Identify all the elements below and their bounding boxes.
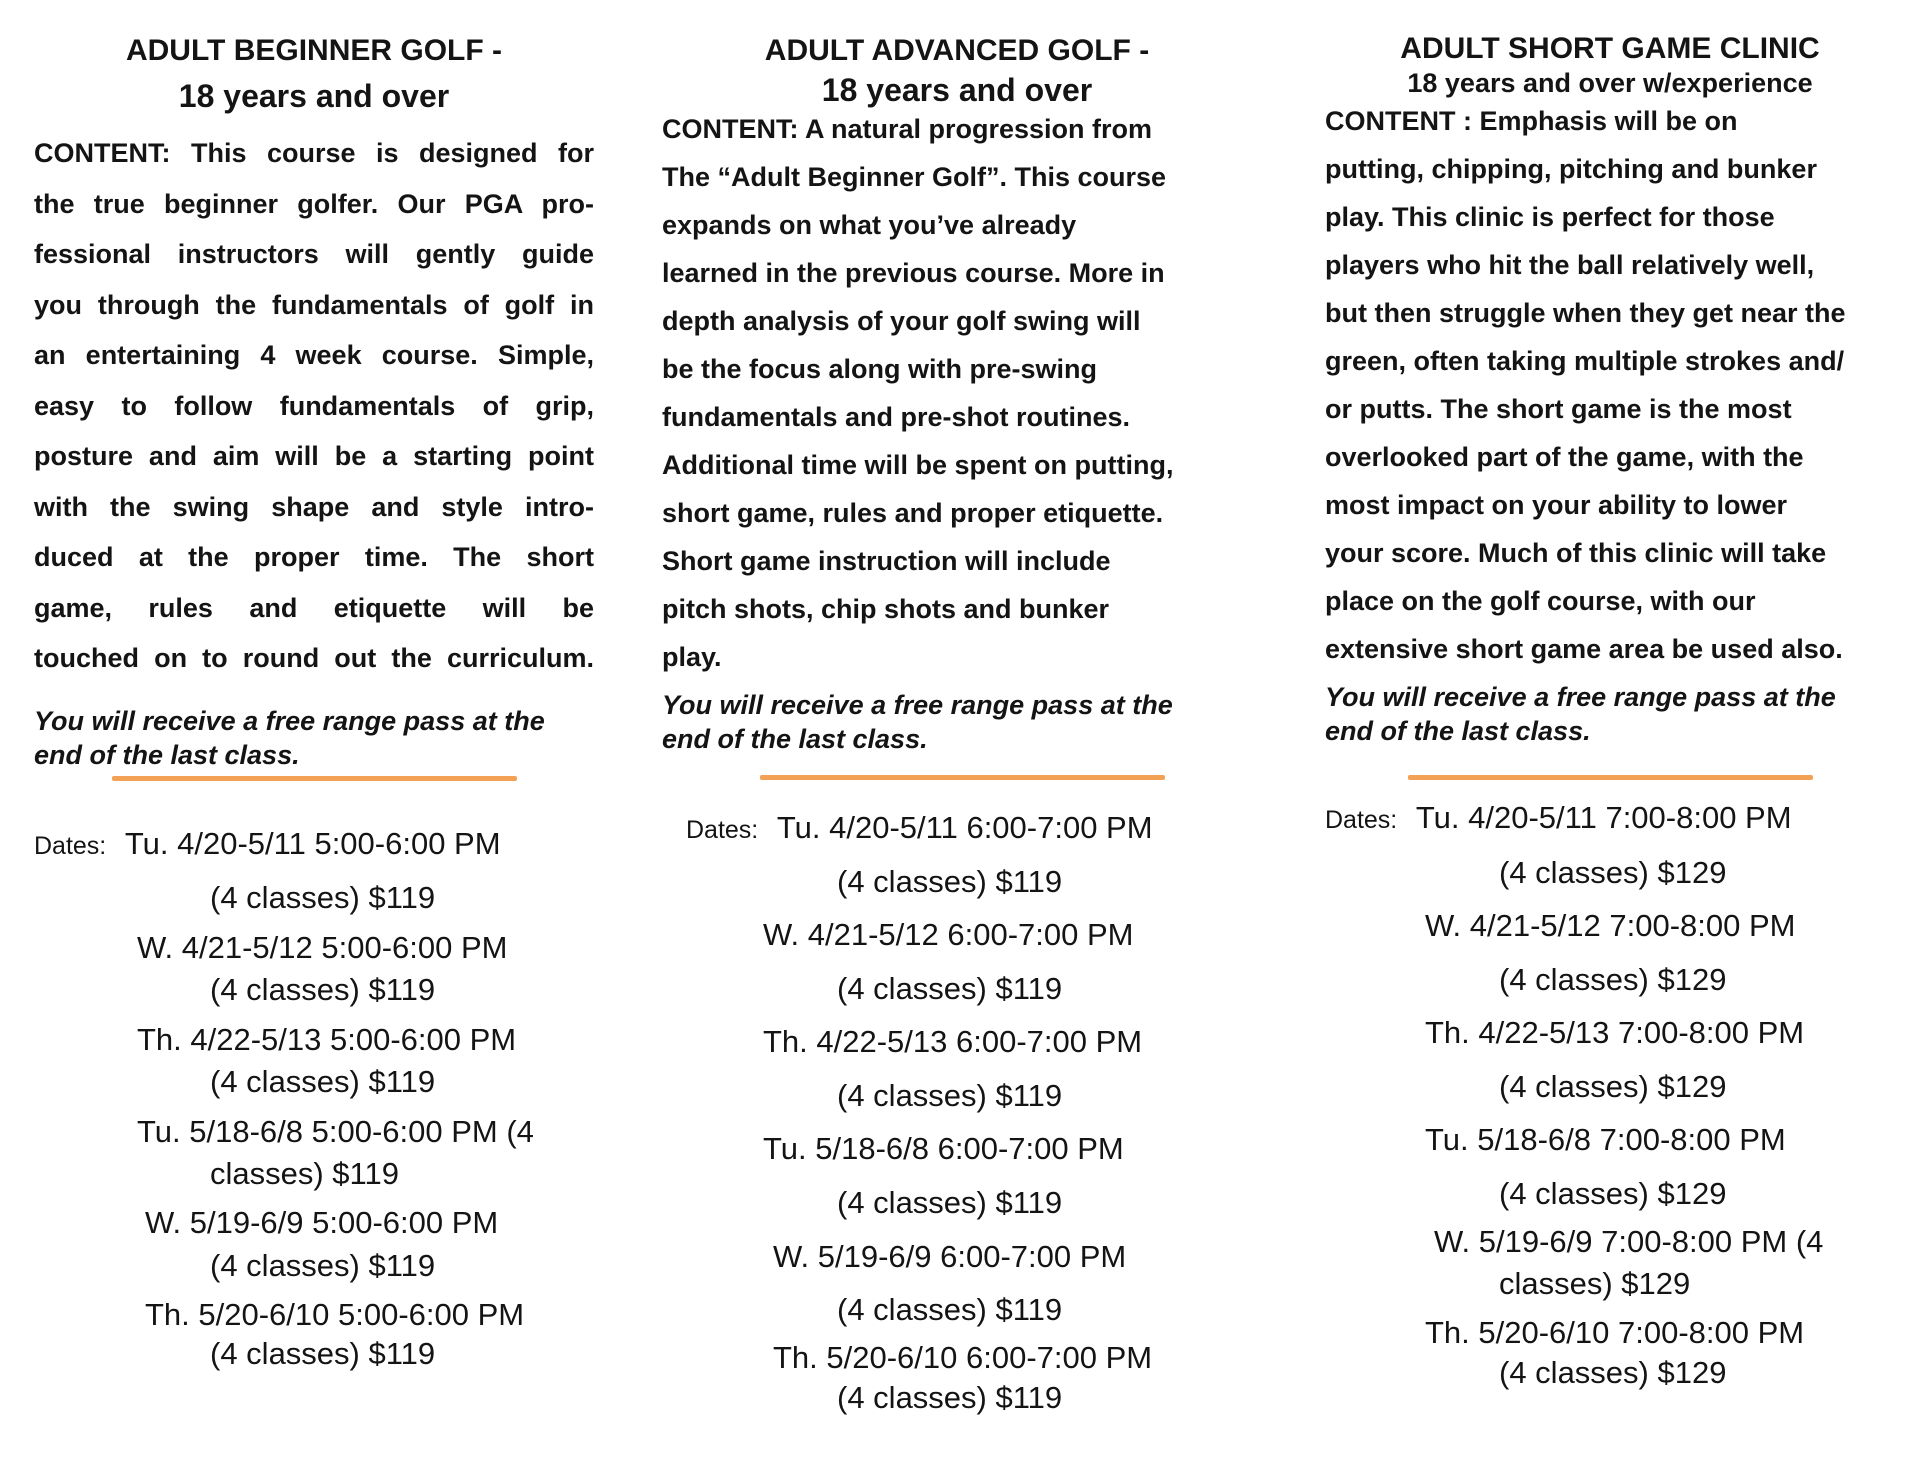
session-dates: W. 4/21-5/12 7:00-8:00 PM <box>1425 908 1796 943</box>
session-dates: Th. 5/20-6/10 6:00-7:00 PM <box>773 1340 1153 1375</box>
session-dates: Th. 4/22-5/13 7:00-8:00 PM <box>1425 1015 1805 1050</box>
session-price: classes) $129 <box>1499 1266 1691 1301</box>
session-price: (4 classes) $129 <box>1499 1355 1727 1390</box>
age-requirement: 18 years and over <box>821 72 1093 108</box>
course-description: CONTENT: This course is designed for the true beginner golfer. Our PGA pro- fessional instructors will gently guide you through the fundamentals of golf in an entertaining 4 week course. Simple, easy to follow fundamentals of grip, posture and aim will be a starting point with the swing shape and style intro- duced at the proper time. The short game, rules and etiquette will be touched on to round out the curriculum. <box>34 138 594 673</box>
session-dates: W. 4/21-5/12 5:00-6:00 PM <box>137 930 508 965</box>
range-pass-note: You will receive a free range pass at the end of the last class. <box>34 706 545 770</box>
session-first: Tu. 4/20-5/11 5:00-6:00 PM <box>124 826 501 861</box>
session-first: Tu. 4/20-5/11 6:00-7:00 PM <box>776 810 1153 845</box>
session-price: (4 classes) $119 <box>837 1185 1063 1220</box>
session-price: (4 classes) $119 <box>837 864 1063 899</box>
session-dates: W. 4/21-5/12 6:00-7:00 PM <box>763 917 1134 952</box>
session-dates: Tu. 5/18-6/8 6:00-7:00 PM <box>763 1131 1124 1166</box>
session-price: (4 classes) $119 <box>210 1336 436 1371</box>
session-dates: Th. 4/22-5/13 5:00-6:00 PM <box>137 1022 517 1057</box>
range-pass-note: You will receive a free range pass at the end of the last class. <box>1325 682 1836 746</box>
section-divider <box>112 776 517 781</box>
course-title: ADULT SHORT GAME CLINIC <box>1400 32 1820 65</box>
session-price: (4 classes) $129 <box>1499 1176 1727 1211</box>
session-price: (4 classes) $129 <box>1499 855 1727 890</box>
dates-row <box>1325 800 1792 836</box>
session-dates: W. 5/19-6/9 5:00-6:00 PM <box>145 1205 499 1240</box>
session-dates: Th. 5/20-6/10 7:00-8:00 PM <box>1425 1315 1805 1350</box>
course-title: ADULT BEGINNER GOLF - <box>125 34 503 67</box>
session-dates: Th. 4/22-5/13 6:00-7:00 PM <box>763 1024 1143 1059</box>
age-requirement: 18 years and over <box>178 78 450 114</box>
course-description: CONTENT: A natural progression from The “Adult Beginner Golf”. This course expands on what you’ve already learned in the previous course. More in depth analysis of your golf swing will be the focus along with pre-swing fundamentals and pre-shot routines. Additional time will be spent on putting, short game, rules and proper etiquette. Short game instruction will include pitch shots, chip shots and bunker play. <box>662 114 1174 672</box>
session-dates: Tu. 5/18-6/8 7:00-8:00 PM <box>1425 1122 1786 1157</box>
age-requirement: 18 years and over w/experience <box>1407 68 1813 98</box>
session-price: (4 classes) $119 <box>837 1078 1063 1113</box>
session-price: (4 classes) $119 <box>210 972 436 1007</box>
session-first: Tu. 4/20-5/11 7:00-8:00 PM <box>1415 800 1792 835</box>
dates-label: Dates: <box>34 832 107 860</box>
session-dates: W. 5/19-6/9 7:00-8:00 PM (4 <box>1434 1224 1824 1259</box>
session-dates: Tu. 5/18-6/8 5:00-6:00 PM (4 <box>137 1114 534 1149</box>
session-price: (4 classes) $119 <box>210 1248 436 1283</box>
session-price: (4 classes) $129 <box>1499 1069 1727 1104</box>
dates-row <box>34 826 501 862</box>
session-price: (4 classes) $119 <box>210 880 436 915</box>
session-dates: Th. 5/20-6/10 5:00-6:00 PM <box>145 1297 525 1332</box>
session-price: (4 classes) $129 <box>1499 962 1727 997</box>
dates-row <box>686 810 1153 846</box>
session-price: (4 classes) $119 <box>837 1380 1063 1415</box>
range-pass-note: You will receive a free range pass at the end of the last class. <box>662 690 1173 754</box>
session-price: (4 classes) $119 <box>837 1292 1063 1327</box>
section-divider <box>760 775 1165 780</box>
dates-label: Dates: <box>1325 806 1398 834</box>
session-dates: W. 5/19-6/9 6:00-7:00 PM <box>773 1239 1127 1274</box>
dates-label: Dates: <box>686 816 759 844</box>
session-price: (4 classes) $119 <box>837 971 1063 1006</box>
session-price: (4 classes) $119 <box>210 1064 436 1099</box>
course-description: CONTENT : Emphasis will be on putting, chipping, pitching and bunker play. This clinic is perfect for those players who hit the ball relatively well, but then struggle when they get near the green, often taking multiple strokes and/ or putts. The short game is the most overlooked part of the game, with the most impact on your ability to lower your score. Much of this clinic will take place on the golf course, with our extensive short game area be used also. <box>1325 106 1846 664</box>
session-price: classes) $119 <box>210 1156 399 1191</box>
course-title: ADULT ADVANCED GOLF - <box>764 34 1150 67</box>
section-divider <box>1408 775 1813 780</box>
